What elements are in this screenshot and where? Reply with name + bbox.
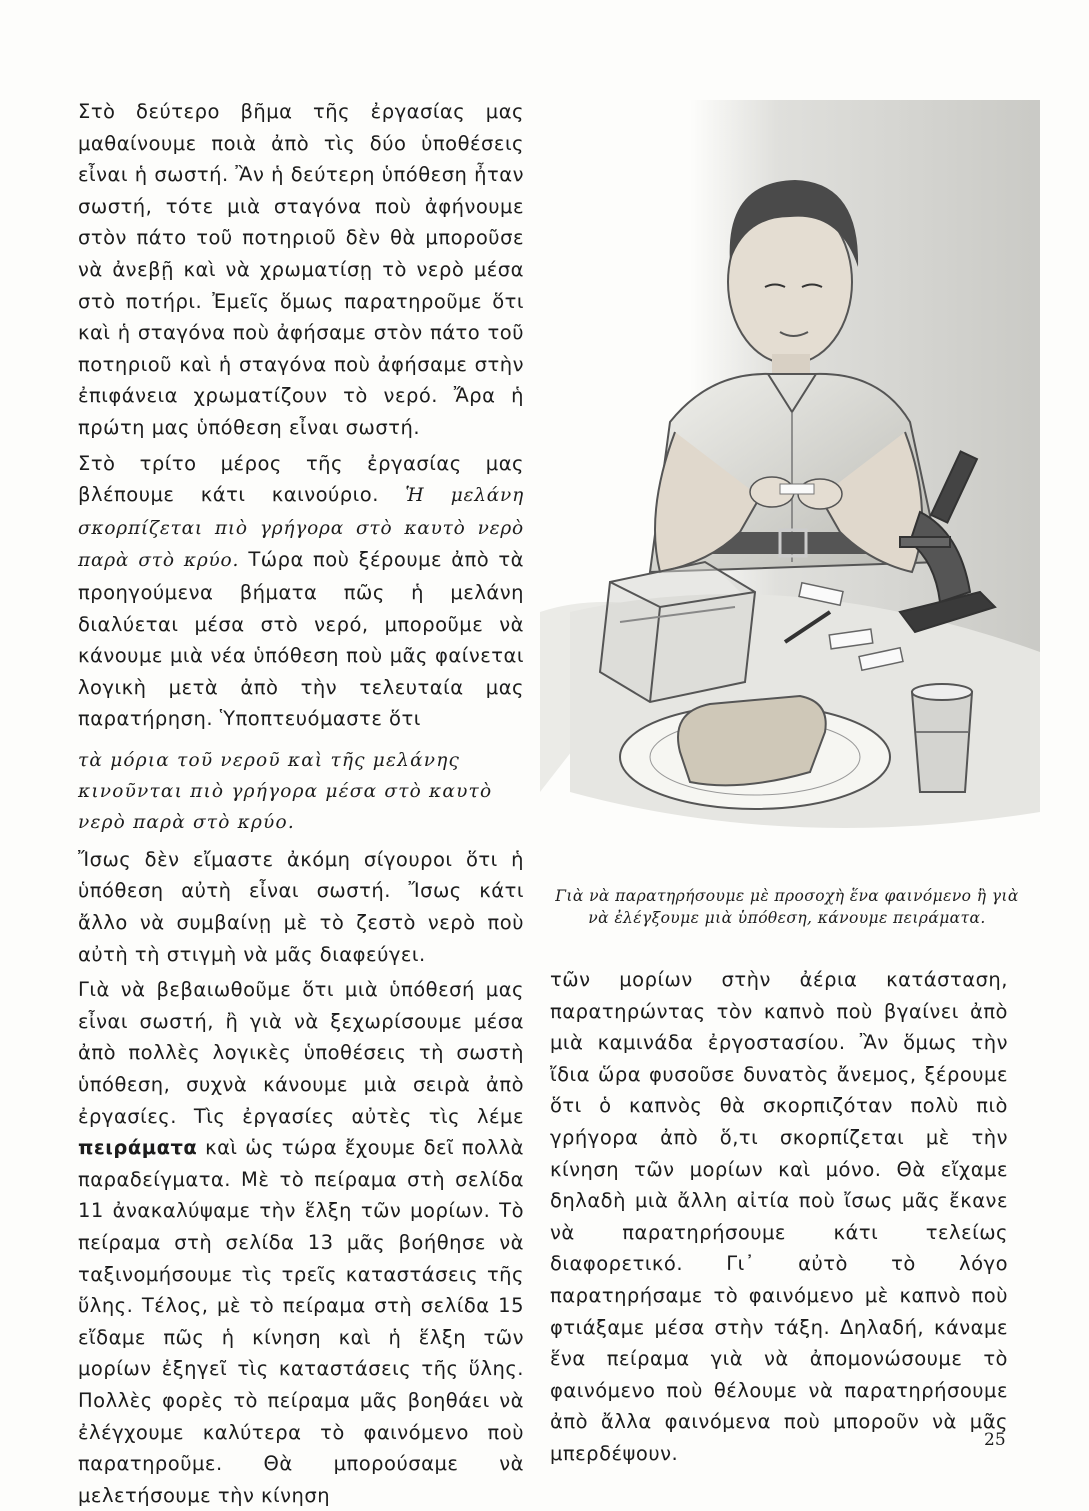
paper-slip: [780, 484, 814, 494]
paragraph-2-italic: Ἡ μελάνη σκορπίζεται πιὸ γρήγορα στὸ καυτὸ νερὸ παρὰ στὸ κρύο.: [78, 485, 524, 572]
figure-caption: Γιὰ νὰ παρατηρήσουμε μὲ προσοχὴ ἕνα φαινόμενο ἢ γιὰ νὰ ἐλέγξουμε μιὰ ὑπόθεση, κάνουμε πειράματα.: [555, 887, 1019, 927]
paragraph-1: Στὸ δεύτερο βῆμα τῆς ἐργασίας μας μαθαίνουμε ποιὰ ἀπὸ τὶς δύο ὑποθέσεις εἶναι ἡ σωστή. Ἂν ἡ δεύτερη ὑπόθεση ἦταν σωστή, τότε μιὰ σταγόνα ποὺ ἀφήνουμε στὸν πάτο τοῦ ποτηριοῦ δὲν θὰ μποροῦσε νὰ ἀνεβῇ καὶ νὰ χρωματίσῃ τὸ νερὸ μέσα στὸ ποτήρι. Ἐμεῖς ὅμως παρατηροῦμε ὅτι καὶ ἡ σταγόνα ποὺ ἀφήσαμε στὸν πάτο τοῦ ποτηριοῦ καὶ ἡ σταγόνα ποὺ ἀφήσαμε στὴν ἐπιφάνεια χρωματίζουν τὸ νερό. Ἄρα ἡ πρώτη μας ὑπόθεση εἶναι σωστή.: [78, 100, 524, 439]
right-column: [550, 964, 1008, 1470]
paragraph-4-end: καὶ ὡς τώρα ἔχουμε δεῖ πολλὰ παραδείγματα. Μὲ τὸ πείραμα στὴ σελίδα 11 ἀνακαλύψαμε τὴν ἕλξη τῶν μορίων. Τὸ πείραμα στὴ σελίδα 13 μᾶς βοήθησε νὰ ταξινομήσουμε τὶς τρεῖς καταστάσεις τῆς ὕλης. Τέλος, μὲ τὸ πείραμα στὴ σελίδα 15 εἴδαμε πῶς ἡ κίνηση καὶ ἡ ἕλξη τῶν μορίων ἐξηγεῖ τὶς καταστάσεις τῆς ὕλης. Πολλὲς φορὲς τὸ πείραμα μᾶς βοηθάει νὰ ἐλέγχουμε καλύτερα τὸ φαινόμενο ποὺ παρατηροῦμε. Θὰ μπορούσαμε νὰ μελετήσουμε τὴν κίνηση: [78, 1136, 524, 1507]
hypothesis-quote: τὰ μόρια τοῦ νεροῦ καὶ τῆς μελάνης κινοῦνται πιὸ γρήγορα μέσα στὸ καυτὸ νερὸ παρὰ στὸ κρύο.: [78, 749, 493, 833]
paragraph-3: Ἴσως δὲν εἴμαστε ἀκόμη σίγουροι ὅτι ἡ ὑπόθεση αὐτὴ εἶναι σωστή. Ἴσως κάτι ἄλλο νὰ συμβαίνῃ μὲ τὸ ζεστὸ νερὸ ποὺ αὐτὴ τὴ στιγμὴ νὰ μᾶς διαφεύγει.: [78, 847, 524, 966]
glass-tank: [600, 562, 755, 702]
paragraph-2-end: Τώρα ποὺ ξέρουμε ἀπὸ τὰ προηγούμενα βήματα πῶς ἡ μελάνη διαλύεται μέσα στὸ νερό, μποροῦμε νὰ κάνουμε μιὰ νέα ὑπόθεση ποὺ μᾶς φαίνεται λογικὴ μετὰ ἀπὸ τὴν τελευταία μας παρατήρηση. Ὑποπτευόμαστε ὅτι: [78, 548, 524, 731]
paragraph-4-start: Γιὰ νὰ βεβαιωθοῦμε ὅτι μιὰ ὑπόθεσή μας εἶναι σωστή, ἢ γιὰ νὰ ξεχωρίσουμε μέσα ἀπὸ πολλὲς λογικὲς ὑποθέσεις τὴ σωστὴ ὑπόθεση, συχνὰ κάνουμε μιὰ σειρὰ ἀπὸ ἐργασίες. Τὶς ἐργασίες αὐτὲς τὶς λέμε: [78, 978, 524, 1128]
page-number: 25: [984, 1430, 1006, 1450]
paragraph-2-start: Στὸ τρίτο μέρος τῆς ἐργασίας μας βλέπουμε κάτι καινούριο.: [78, 451, 524, 507]
water-glass: [912, 684, 972, 792]
paragraph-5: τῶν μορίων στὴν ἀέρια κατάσταση, παρατηρώντας τὸν καπνὸ ποὺ βγαίνει ἀπὸ μιὰ καμινάδα ἐργοστασίου. Ἂν ὅμως τὴν ἴδια ὥρα φυσοῦσε δυνατὸς ἄνεμος, ξέρουμε ὅτι ὁ καπνὸς θὰ σκορπιζόταν πολὺ πιὸ γρήγορα ἀπὸ ὅ,τι σκορπίζεται μὲ τὴν κίνηση τῶν μορίων καὶ μόνο. Θὰ εἴχαμε δηλαδὴ μιὰ ἄλλη αἰτία ποὺ ἴσως μᾶς ἔκανε νὰ παρατηρήσουμε κάτι τελείως διαφορετικό. Γι᾽ αὐτὸ τὸ λόγο παρατηρήσαμε τὸ φαινόμενο μὲ καπνὸ ποὺ φτιάξαμε μέσα στὴν τάξη. Δηλαδή, κάναμε ἕνα πείραμα γιὰ νὰ ἀπομονώσουμε τὸ φαινόμενο ποὺ θέλουμε νὰ παρατηρήσουμε ἀπὸ ἄλλα φαινόμενα ποὺ μποροῦν νὰ μᾶς μπερδέψουν.: [550, 968, 1008, 1465]
left-column: [78, 96, 524, 1511]
illustration-boy-experiment: [540, 92, 1040, 882]
paragraph-2: [78, 448, 524, 735]
paragraph-4-bold: πειράματα: [78, 1136, 198, 1160]
paragraph-4: [78, 974, 524, 1511]
